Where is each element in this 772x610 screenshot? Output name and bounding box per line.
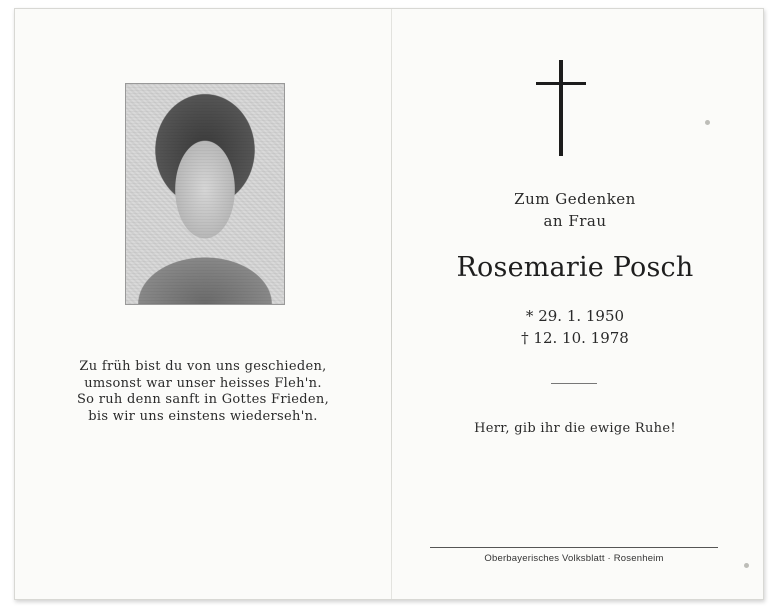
publisher-imprint: Oberbayerisches Volksblatt · Rosenheim	[484, 553, 664, 564]
paper-speck	[705, 120, 710, 125]
footer-rule	[430, 547, 718, 548]
verse-line: Zu früh bist du von uns geschieden,	[79, 359, 327, 374]
portrait-photo	[125, 83, 285, 305]
intro-line-2: an Frau	[543, 212, 607, 230]
memorial-verse	[15, 359, 391, 425]
short-divider	[551, 383, 597, 384]
prayer-line: Herr, gib ihr die ewige Ruhe!	[474, 421, 676, 436]
birth-date: * 29. 1. 1950	[525, 307, 625, 325]
memorial-card	[14, 8, 764, 600]
deceased-name: Rosemarie Posch	[456, 252, 694, 283]
cross-icon	[536, 60, 586, 156]
verse-line: bis wir uns einstens wiederseh'n.	[88, 408, 318, 424]
intro-line-1: Zum Gedenken	[514, 190, 636, 208]
left-panel	[15, 9, 391, 599]
paper-speck	[744, 563, 749, 568]
verse-line: umsonst war unser heisses Fleh'n.	[84, 375, 322, 391]
verse-line: So ruh denn sanft in Gottes Frieden,	[76, 392, 330, 407]
death-date: † 12. 10. 1978	[521, 329, 629, 347]
